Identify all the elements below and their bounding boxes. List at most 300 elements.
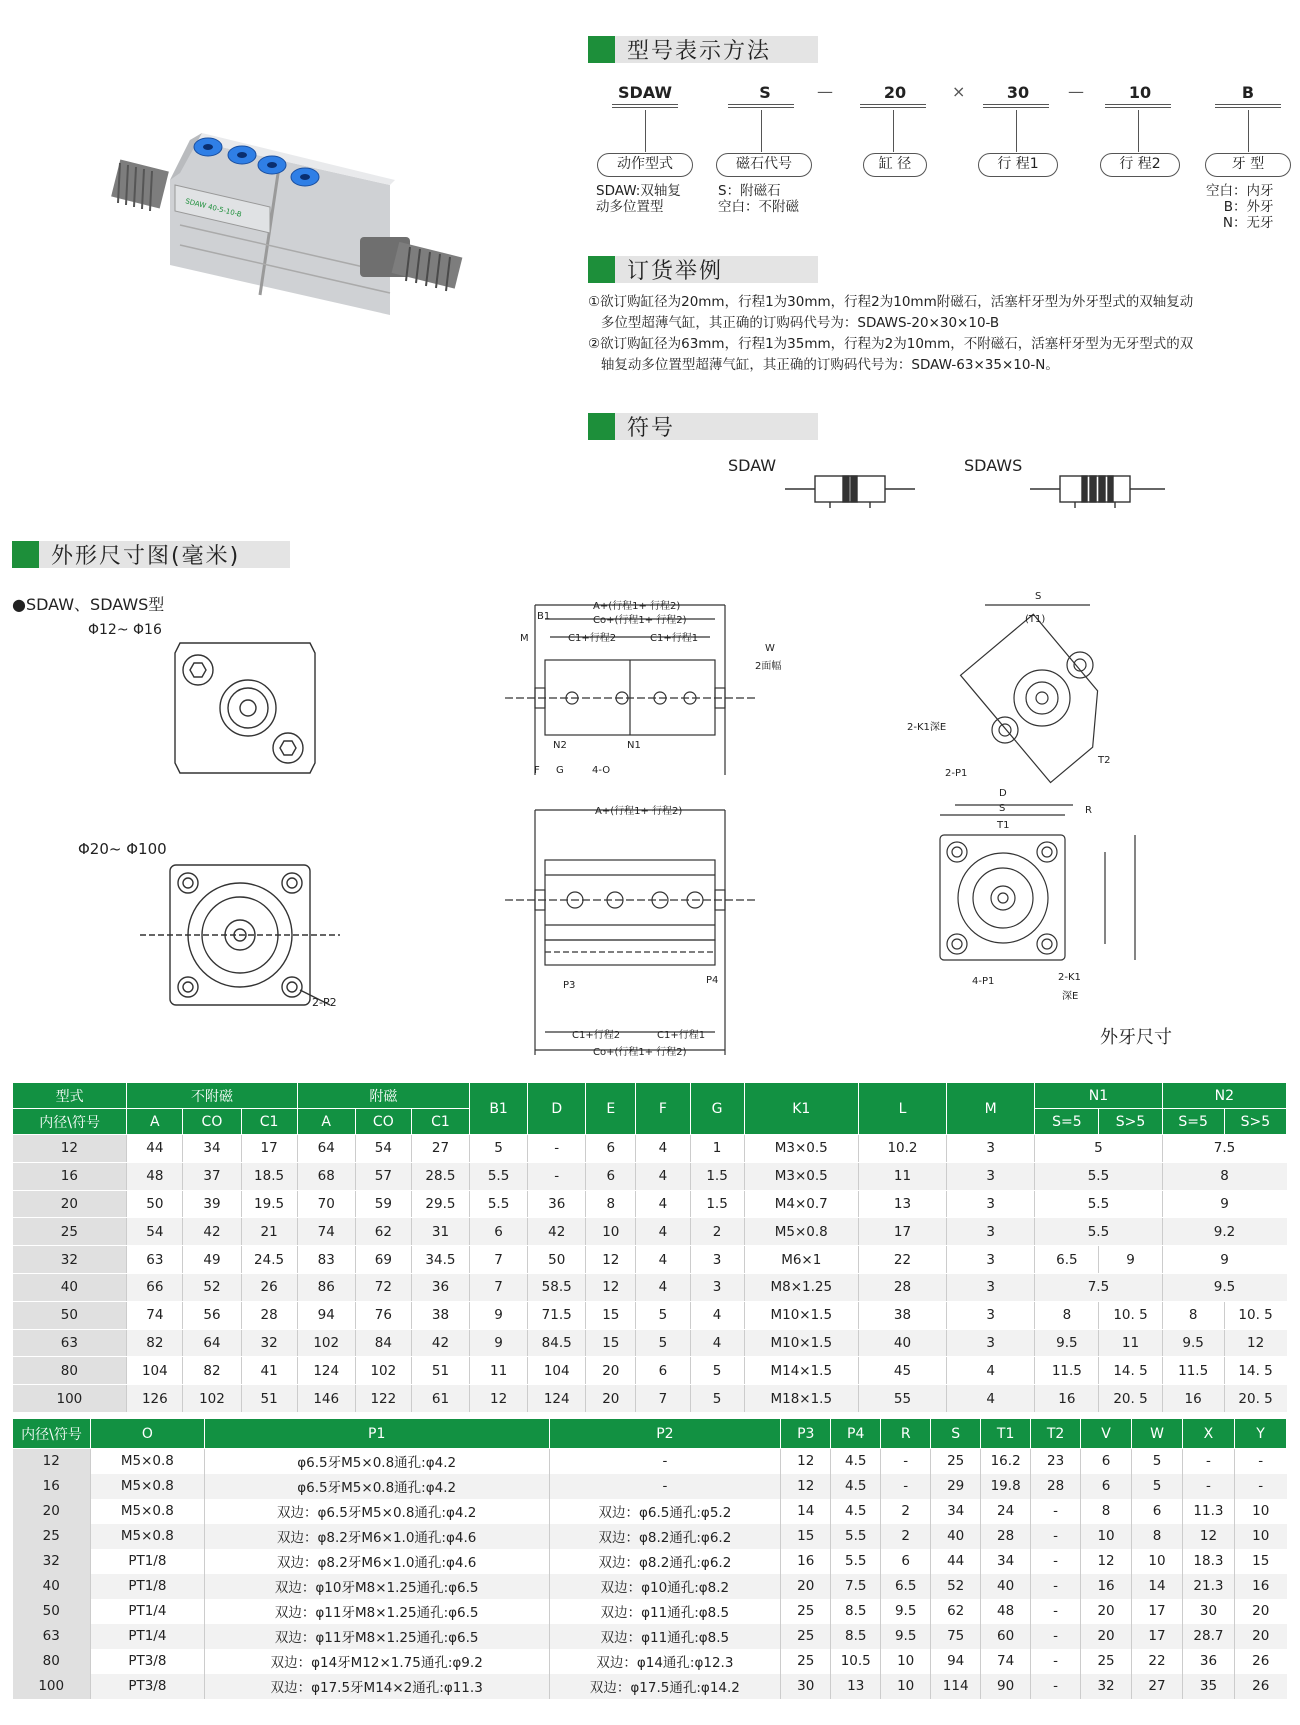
- table-cell: 13: [858, 1190, 946, 1218]
- pill-stroke1: 行 程1: [978, 153, 1058, 177]
- table-row: [13, 1624, 1287, 1649]
- table-cell: 12: [1081, 1549, 1132, 1574]
- table-cell: 20: [1234, 1624, 1286, 1649]
- table-row: [13, 1674, 1287, 1699]
- dim-t2: T2: [1098, 755, 1111, 766]
- table-cell: M5×0.8: [90, 1449, 204, 1474]
- dim-co-total: Co+(行程1+ 行程2): [593, 615, 687, 626]
- separator-1: ×: [952, 82, 966, 101]
- table-cell: PT1/8: [90, 1549, 204, 1574]
- table-cell: 3: [947, 1190, 1035, 1218]
- separator-0: —: [817, 82, 833, 101]
- table-cell: 25: [13, 1524, 91, 1549]
- table-cell: 12: [1224, 1329, 1286, 1357]
- dim-a-total: A+(行程1+ 行程2): [593, 601, 681, 612]
- table-cell: 26: [1234, 1649, 1286, 1674]
- table-cell: -: [1031, 1499, 1081, 1524]
- table-cell: φ6.5牙M5×0.8通孔:φ4.2: [204, 1449, 549, 1474]
- table-cell: 16: [1234, 1574, 1286, 1599]
- table-cell: 94: [297, 1301, 355, 1329]
- pill-stroke2: 行 程2: [1100, 153, 1180, 177]
- table-cell: 7.5: [831, 1574, 881, 1599]
- table-cell: 22: [858, 1246, 946, 1274]
- table-cell: 126: [127, 1385, 183, 1413]
- dim-c1-s1: C1+行程1: [650, 633, 699, 644]
- table-cell: PT1/4: [90, 1599, 204, 1624]
- table-cell: 10: [1234, 1524, 1286, 1549]
- table-row: [13, 1162, 1287, 1190]
- table-cell: 16: [1081, 1574, 1132, 1599]
- table-cell: 6: [1081, 1474, 1132, 1499]
- section-marker: [12, 541, 39, 568]
- front-view-large: [140, 860, 340, 1010]
- section-title: 型号表示方法: [627, 39, 772, 64]
- table-cell: 42: [528, 1218, 586, 1246]
- table-cell: 55: [858, 1385, 946, 1413]
- pill-thread-type: 牙 型: [1205, 153, 1291, 177]
- table-cell: 5: [1132, 1449, 1183, 1474]
- table-cell: 双边：φ10牙M8×1.25通孔:φ6.5: [204, 1574, 549, 1599]
- table-cell: 4: [636, 1246, 690, 1274]
- section-symbol-header: [588, 413, 818, 440]
- table-cell: 11.3: [1182, 1499, 1234, 1524]
- size-label-small: Φ12~ Φ16: [88, 622, 162, 638]
- table-cell: 74: [297, 1218, 355, 1246]
- table-cell: 16: [13, 1474, 91, 1499]
- table-cell: 80: [13, 1357, 127, 1385]
- section-dims-header: [12, 541, 290, 568]
- table-cell: M3×0.5: [744, 1135, 858, 1163]
- dim-s-bottom: S: [999, 803, 1006, 814]
- table-cell: 39: [183, 1190, 241, 1218]
- table-cell: 8: [1081, 1499, 1132, 1524]
- section-model-header: [588, 36, 818, 63]
- table-cell: 10.2: [858, 1135, 946, 1163]
- table-cell: 34: [981, 1549, 1031, 1574]
- table-cell: 104: [127, 1357, 183, 1385]
- table-cell: 4: [636, 1273, 690, 1301]
- dim-g: G: [556, 765, 564, 776]
- table-cell: 9: [1099, 1246, 1162, 1274]
- th-n1-sgt5: S>5: [1099, 1109, 1162, 1135]
- table-cell: 20: [1234, 1599, 1286, 1624]
- table2-header-cell: W: [1132, 1419, 1183, 1449]
- table-cell: 21: [241, 1218, 297, 1246]
- table-row: [13, 1273, 1287, 1301]
- dim-m: M: [520, 633, 529, 644]
- table-cell: 15: [586, 1301, 636, 1329]
- table-cell: 63: [13, 1329, 127, 1357]
- table-cell: M10×1.5: [744, 1329, 858, 1357]
- table-cell: 63: [13, 1624, 91, 1649]
- table-cell: 9.5: [1162, 1273, 1286, 1301]
- table-row: [13, 1190, 1287, 1218]
- table-row: [13, 1499, 1287, 1524]
- table-cell: 双边：φ10通孔:φ8.2: [549, 1574, 781, 1599]
- table-cell: 63: [127, 1246, 183, 1274]
- table-cell: 3: [690, 1246, 744, 1274]
- table-cell: 64: [183, 1329, 241, 1357]
- table-cell: 100: [13, 1674, 91, 1699]
- table-cell: -: [1031, 1549, 1081, 1574]
- table-cell: 14: [1132, 1574, 1183, 1599]
- table-cell: 94: [931, 1649, 981, 1674]
- table-cell: 40: [13, 1273, 127, 1301]
- table-cell: 12: [586, 1246, 636, 1274]
- table-cell: PT3/8: [90, 1674, 204, 1699]
- table-cell: 双边：φ11通孔:φ8.5: [549, 1599, 781, 1624]
- dim-p3: P3: [563, 980, 576, 991]
- table-cell: 双边：φ17.5通孔:φ14.2: [549, 1674, 781, 1699]
- table-cell: 10: [1234, 1499, 1286, 1524]
- code-connector: [1138, 110, 1139, 152]
- dim-2-k1: 2-K1: [1058, 972, 1081, 983]
- table-cell: M4×0.7: [744, 1190, 858, 1218]
- table-row: [13, 1246, 1287, 1274]
- dim-t1: T1: [997, 820, 1010, 831]
- table-cell: 8: [1162, 1301, 1224, 1329]
- table-cell: 1.5: [690, 1190, 744, 1218]
- table-cell: 6: [1081, 1449, 1132, 1474]
- th-m: M: [947, 1083, 1035, 1135]
- table-cell: 5.5: [1035, 1162, 1162, 1190]
- table-cell: 14. 5: [1224, 1357, 1286, 1385]
- table-cell: 双边：φ8.2牙M6×1.0通孔:φ4.6: [204, 1524, 549, 1549]
- table-cell: 6.5: [1035, 1246, 1099, 1274]
- table-cell: 7: [636, 1385, 690, 1413]
- table-row: [13, 1329, 1287, 1357]
- table-cell: 6: [881, 1549, 931, 1574]
- table2-header-cell: V: [1081, 1419, 1132, 1449]
- table-cell: -: [881, 1474, 931, 1499]
- table-cell: 25: [1081, 1649, 1132, 1674]
- table-cell: 32: [241, 1329, 297, 1357]
- th-type: 型式: [13, 1083, 127, 1109]
- table-row: [13, 1649, 1287, 1674]
- dim-w-face: 2面幅: [755, 661, 782, 672]
- table-cell: 58.5: [528, 1273, 586, 1301]
- table-cell: 9.5: [1162, 1329, 1224, 1357]
- th-b1: B1: [470, 1083, 528, 1135]
- table-cell: 86: [297, 1273, 355, 1301]
- symbol-label-sdaw: SDAW: [728, 456, 777, 475]
- table-cell: 8: [1162, 1162, 1286, 1190]
- model-code-0: SDAW: [617, 83, 673, 102]
- table-cell: 双边：φ8.2通孔:φ6.2: [549, 1549, 781, 1574]
- table-cell: 6: [586, 1135, 636, 1163]
- dim-2-p1: 2-P1: [945, 768, 968, 779]
- table-cell: 3: [690, 1273, 744, 1301]
- table-cell: 25: [781, 1624, 831, 1649]
- dim-c1-s1-2: C1+行程1: [657, 1030, 706, 1041]
- table-cell: 25: [13, 1218, 127, 1246]
- dim-c1-s2: C1+行程2: [568, 633, 617, 644]
- table-cell: 双边：φ8.2通孔:φ6.2: [549, 1524, 781, 1549]
- table-cell: 102: [183, 1385, 241, 1413]
- table-cell: 80: [13, 1649, 91, 1674]
- table2-header-cell: P1: [204, 1419, 549, 1449]
- table-cell: 60: [981, 1624, 1031, 1649]
- table-cell: 36: [528, 1190, 586, 1218]
- table-cell: 10. 5: [1099, 1301, 1162, 1329]
- table-cell: 59: [355, 1190, 411, 1218]
- table-cell: 76: [355, 1301, 411, 1329]
- section-order-header: [588, 256, 818, 283]
- table-cell: 4: [636, 1218, 690, 1246]
- table-cell: 36: [1182, 1649, 1234, 1674]
- table-cell: -: [1234, 1474, 1286, 1499]
- table2-header-cell: O: [90, 1419, 204, 1449]
- table-cell: 35: [1182, 1674, 1234, 1699]
- table-cell: 20: [586, 1385, 636, 1413]
- table-cell: 29.5: [411, 1190, 469, 1218]
- table-cell: 5.5: [1035, 1218, 1162, 1246]
- table-cell: 14: [781, 1499, 831, 1524]
- table-cell: 36: [411, 1273, 469, 1301]
- table2-header-cell: T2: [1031, 1419, 1081, 1449]
- table-cell: 40: [931, 1524, 981, 1549]
- table-cell: 104: [528, 1357, 586, 1385]
- section-marker: [588, 256, 615, 283]
- dim-4-o: 4-O: [592, 765, 611, 776]
- front-view-small: [170, 638, 320, 778]
- table-cell: 3: [947, 1135, 1035, 1163]
- table-row: [13, 1301, 1287, 1329]
- table-cell: 4: [636, 1190, 690, 1218]
- table-cell: 34: [183, 1135, 241, 1163]
- table-cell: M18×1.5: [744, 1385, 858, 1413]
- table-cell: 11: [1099, 1329, 1162, 1357]
- table-cell: 32: [1081, 1674, 1132, 1699]
- table-cell: 4: [947, 1357, 1035, 1385]
- code-underline: [1105, 104, 1171, 108]
- table-cell: 双边：φ11通孔:φ8.5: [549, 1624, 781, 1649]
- table-cell: 54: [127, 1218, 183, 1246]
- table-cell: 双边：φ8.2牙M6×1.0通孔:φ4.6: [204, 1549, 549, 1574]
- table-cell: 28.7: [1182, 1624, 1234, 1649]
- th-e: E: [586, 1083, 636, 1135]
- table-cell: 124: [297, 1357, 355, 1385]
- section-title: 符号: [627, 416, 676, 441]
- table-cell: 双边：φ14牙M12×1.75通孔:φ9.2: [204, 1649, 549, 1674]
- table-cell: 44: [127, 1135, 183, 1163]
- table-cell: 34: [931, 1499, 981, 1524]
- table-cell: 12: [13, 1135, 127, 1163]
- table-cell: 15: [781, 1524, 831, 1549]
- table-cell: 4.5: [831, 1449, 881, 1474]
- table-cell: 22: [1132, 1649, 1183, 1674]
- dim-b1: B1: [537, 611, 551, 622]
- table-cell: 8: [1035, 1301, 1099, 1329]
- table-cell: 20: [781, 1574, 831, 1599]
- table-cell: 17: [241, 1135, 297, 1163]
- table-cell: 5: [690, 1385, 744, 1413]
- table-cell: 9.2: [1162, 1218, 1286, 1246]
- code-connector: [893, 110, 894, 152]
- table-cell: -: [549, 1449, 781, 1474]
- table-cell: 20: [1081, 1624, 1132, 1649]
- table-cell: 122: [355, 1385, 411, 1413]
- table-cell: -: [1234, 1449, 1286, 1474]
- table-cell: 21.3: [1182, 1574, 1234, 1599]
- table-cell: 3: [947, 1301, 1035, 1329]
- table2-header-cell: 内径\符号: [13, 1419, 91, 1449]
- table-cell: 50: [528, 1246, 586, 1274]
- table-cell: 2: [881, 1524, 931, 1549]
- table-cell: 16.2: [981, 1449, 1031, 1474]
- table-cell: 75: [931, 1624, 981, 1649]
- table-cell: 9: [470, 1329, 528, 1357]
- table-cell: 6: [586, 1162, 636, 1190]
- table-cell: 38: [858, 1301, 946, 1329]
- table-row: [13, 1524, 1287, 1549]
- table-cell: 4: [947, 1385, 1035, 1413]
- model-code-3: 30: [1006, 83, 1030, 102]
- table-cell: 66: [127, 1273, 183, 1301]
- table-cell: 8.5: [831, 1599, 881, 1624]
- table-cell: 40: [981, 1574, 1031, 1599]
- table-cell: M5×0.8: [744, 1218, 858, 1246]
- pill-bore: 缸 径: [863, 153, 927, 177]
- table-cell: 28.5: [411, 1162, 469, 1190]
- product-image: [110, 125, 470, 365]
- table-cell: 23: [1031, 1449, 1081, 1474]
- th-a-mag: A: [297, 1109, 355, 1135]
- table-cell: φ6.5牙M5×0.8通孔:φ4.2: [204, 1474, 549, 1499]
- table-cell: 25: [931, 1449, 981, 1474]
- table-cell: 2: [690, 1218, 744, 1246]
- table-cell: 48: [981, 1599, 1031, 1624]
- table-row: [13, 1549, 1287, 1574]
- table-cell: 8: [1132, 1524, 1183, 1549]
- table-cell: 7: [470, 1246, 528, 1274]
- dim-2-k1-deep: 2-K1深E: [907, 722, 947, 733]
- dim-c1-s2-2: C1+行程2: [572, 1030, 621, 1041]
- table-cell: 82: [127, 1329, 183, 1357]
- table-cell: 12: [1182, 1524, 1234, 1549]
- table-cell: 84.5: [528, 1329, 586, 1357]
- table-cell: 50: [13, 1301, 127, 1329]
- table-cell: 15: [1234, 1549, 1286, 1574]
- table-cell: 28: [241, 1301, 297, 1329]
- table-cell: 17: [1132, 1624, 1183, 1649]
- table-cell: 13: [831, 1674, 881, 1699]
- table-cell: -: [881, 1449, 931, 1474]
- th-n1: N1: [1035, 1083, 1162, 1109]
- table-cell: 83: [297, 1246, 355, 1274]
- dim-p4: P4: [706, 975, 719, 986]
- table-cell: M14×1.5: [744, 1357, 858, 1385]
- th-k1: K1: [744, 1083, 858, 1135]
- dim-w: W: [765, 643, 775, 654]
- table-row: [13, 1599, 1287, 1624]
- table-row: [13, 1474, 1287, 1499]
- table-cell: M5×0.8: [90, 1474, 204, 1499]
- end-view-bottom: [925, 800, 1155, 1000]
- symbol-sdaws: [1030, 470, 1165, 510]
- label-2-p2: 2-P2: [312, 996, 337, 1009]
- code-connector: [761, 110, 762, 152]
- table-cell: 12: [781, 1449, 831, 1474]
- table-cell: 16: [1035, 1385, 1099, 1413]
- th-f: F: [636, 1083, 690, 1135]
- table-cell: -: [1182, 1449, 1234, 1474]
- table-cell: 26: [241, 1273, 297, 1301]
- table-cell: 7.5: [1162, 1135, 1286, 1163]
- table-cell: 45: [858, 1357, 946, 1385]
- table2-header-cell: P4: [831, 1419, 881, 1449]
- table-cell: 114: [931, 1674, 981, 1699]
- table-cell: 27: [1132, 1674, 1183, 1699]
- th-no-magnet: 不附磁: [127, 1083, 297, 1109]
- table-cell: 4: [636, 1135, 690, 1163]
- table-cell: 84: [355, 1329, 411, 1357]
- th-magnet: 附磁: [297, 1083, 469, 1109]
- th-l: L: [858, 1083, 946, 1135]
- table-cell: 51: [241, 1385, 297, 1413]
- table-cell: 41: [241, 1357, 297, 1385]
- table-cell: 68: [297, 1162, 355, 1190]
- table2-header-cell: S: [931, 1419, 981, 1449]
- table-cell: 31: [411, 1218, 469, 1246]
- table-cell: 28: [981, 1524, 1031, 1549]
- table-cell: 5: [470, 1135, 528, 1163]
- table-cell: M5×0.8: [90, 1499, 204, 1524]
- th-c1: C1: [241, 1109, 297, 1135]
- table-cell: 5.5: [831, 1524, 881, 1549]
- desc-thread: 空白：内牙 B：外牙 N：无牙: [1206, 183, 1274, 231]
- table-cell: 双边：φ6.5牙M5×0.8通孔:φ4.2: [204, 1499, 549, 1524]
- table-cell: 42: [183, 1218, 241, 1246]
- table-cell: 10: [881, 1674, 931, 1699]
- table-cell: 17: [1132, 1599, 1183, 1624]
- table2-header-cell: X: [1182, 1419, 1234, 1449]
- separator-2: —: [1068, 82, 1084, 101]
- table-cell: 90: [981, 1674, 1031, 1699]
- table-cell: 18.3: [1182, 1549, 1234, 1574]
- model-code-2: 20: [883, 83, 907, 102]
- order-example-text: ①欲订购缸径为20mm，行程1为30mm，行程2为10mm附磁石，活塞杆牙型为外牙型式的双轴复动 多位型超薄气缸，其正确的订购码代号为：SDAWS-20×30×10-B ②欲订购缸径为63mm，行程1为35mm，行程为2为10mm，不附磁石，活塞杆牙型为无牙型式的双 轴复动多位置型超薄气缸，其正确的订购码代号为：SDAW-63×35×10-N。: [588, 294, 1194, 373]
- table-cell: 40: [858, 1329, 946, 1357]
- table-cell: 10: [1081, 1524, 1132, 1549]
- table-cell: 71.5: [528, 1301, 586, 1329]
- table-cell: 25: [781, 1649, 831, 1674]
- table-cell: 100: [13, 1385, 127, 1413]
- table-cell: 5: [636, 1301, 690, 1329]
- table-cell: 6: [470, 1218, 528, 1246]
- table-cell: 20: [13, 1499, 91, 1524]
- table-cell: 双边：φ6.5通孔:φ5.2: [549, 1499, 781, 1524]
- series-label: ●SDAW、SDAWS型: [12, 595, 165, 614]
- table-cell: 11.5: [1162, 1357, 1224, 1385]
- code-underline: [612, 104, 678, 108]
- section-title: 订货举例: [627, 259, 724, 284]
- table-cell: 24.5: [241, 1246, 297, 1274]
- table-cell: 8.5: [831, 1624, 881, 1649]
- dim-s-top: S: [1035, 591, 1042, 602]
- table-cell: 4: [690, 1329, 744, 1357]
- table-cell: 双边：φ14通孔:φ12.3: [549, 1649, 781, 1674]
- table-cell: 7.5: [1035, 1273, 1162, 1301]
- dim-d: D: [999, 788, 1007, 799]
- table-cell: 25: [781, 1599, 831, 1624]
- th-co: CO: [183, 1109, 241, 1135]
- pill-magnet-code: 磁石代号: [716, 153, 812, 177]
- table-cell: 42: [411, 1329, 469, 1357]
- size-label-large: Φ20~ Φ100: [78, 840, 167, 858]
- table-cell: 5.5: [470, 1162, 528, 1190]
- code-connector: [1016, 110, 1017, 152]
